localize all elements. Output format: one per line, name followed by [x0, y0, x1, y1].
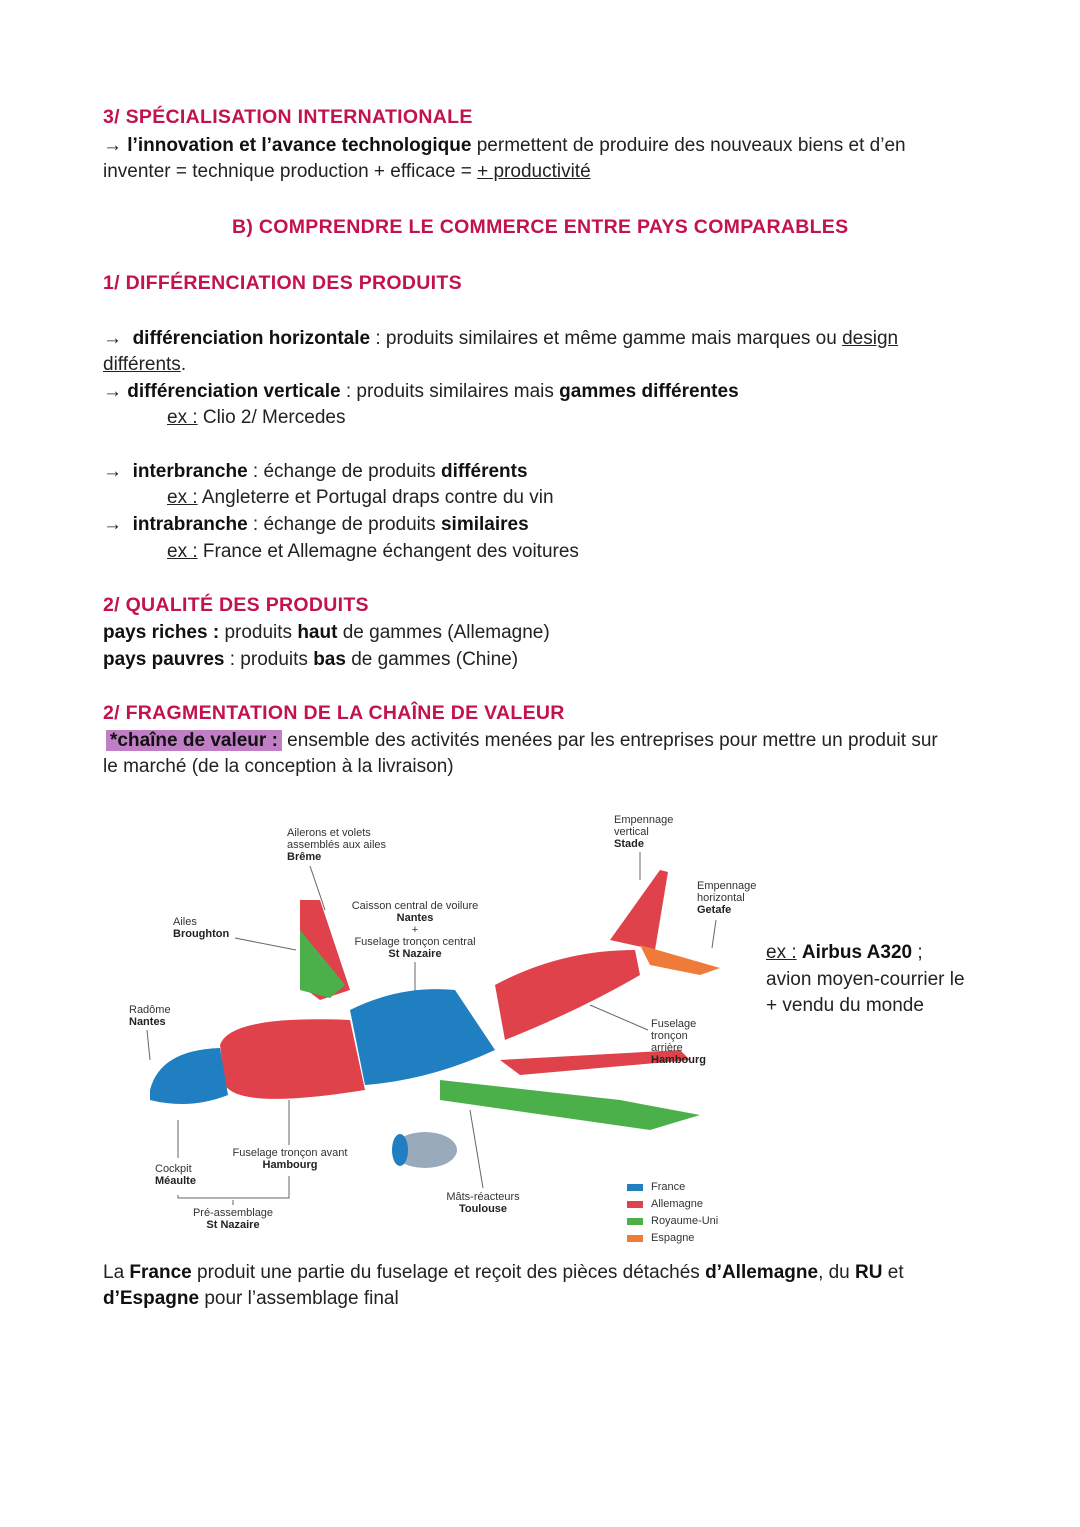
label-place: Stade [614, 838, 644, 850]
label-place: Broughton [173, 928, 230, 940]
label-line: vertical [614, 826, 649, 838]
arrow: → [103, 461, 122, 482]
label-line: + [411, 924, 419, 936]
bold-text: pays riches : [103, 622, 220, 643]
label-caisson-central [335, 900, 495, 960]
label-fuselage-avant [220, 1147, 360, 1171]
arrow: → [103, 135, 122, 156]
legend-swatch [627, 1184, 643, 1191]
ex-label: ex : [167, 407, 198, 428]
label-place: Getafe [697, 904, 732, 916]
label-place: Toulouse [458, 1203, 508, 1215]
fuselage-front [220, 1019, 365, 1099]
legend-item [627, 1214, 718, 1228]
bold-text: Airbus A320 [801, 942, 913, 963]
example-airbus-3: + vendu du monde [766, 995, 924, 1016]
underlined-text: différents [103, 354, 181, 375]
text: permettent de produire des nouveaux biens et d’en [471, 135, 906, 156]
label-radome [129, 1004, 171, 1028]
label-empennage-vertical [614, 814, 673, 850]
text: et [882, 1262, 904, 1283]
fuselage-central [350, 989, 495, 1085]
fuselage-rear [495, 950, 640, 1040]
legend-label: Allemagne [651, 1198, 703, 1210]
engine [392, 1132, 457, 1168]
bold-text: RU [855, 1262, 883, 1283]
bold-text: intrabranche [132, 514, 248, 535]
label-empennage-horizontal [697, 880, 756, 916]
text: : échange de produits [247, 461, 441, 482]
label-line: Fuselage tronçon central [354, 936, 476, 948]
label-line: horizontal [697, 892, 745, 904]
label-place: Nantes [396, 912, 434, 924]
text: produit une partie du fuselage et reçoit des pièces détachés [191, 1262, 706, 1283]
ex-label: ex : [167, 541, 198, 562]
label-line: Ailerons et volets [287, 827, 371, 839]
label-line: Empennage [614, 814, 674, 826]
bold-text: gammes différentes [559, 381, 739, 402]
legend-label: Espagne [651, 1232, 695, 1244]
text: : produits [224, 649, 314, 670]
text: ensemble des activités menées par les entreprises pour mettre un produit sur [281, 730, 938, 751]
label-line: assemblés aux ailes [287, 839, 387, 851]
bold-text: d’Allemagne [705, 1262, 819, 1283]
bold-text: différenciation verticale [127, 381, 341, 402]
label-place: Hambourg [651, 1054, 706, 1066]
text: : échange de produits [247, 514, 441, 535]
text: produits [219, 622, 298, 643]
bold-text: haut [297, 622, 338, 643]
label-line: Caisson central de voilure [351, 900, 479, 912]
label-line: Cockpit [155, 1163, 192, 1175]
text: Clio 2/ Mercedes [197, 407, 346, 428]
example-airbus [766, 940, 923, 966]
bold-text: bas [313, 649, 346, 670]
label-fuselage-arriere [651, 1018, 706, 1066]
text: . [180, 354, 187, 375]
heading-specialisation: 3/ SPÉCIALISATION INTERNATIONALE [103, 106, 473, 128]
bold-text: interbranche [132, 461, 248, 482]
text: France et Allemagne échangent des voitures [197, 541, 579, 562]
legend-swatch [627, 1201, 643, 1208]
underlined-text: design [842, 328, 899, 349]
legend-label: Royaume-Uni [651, 1215, 719, 1227]
label-place: St Nazaire [206, 1219, 260, 1231]
label-line: Pré-assemblage [192, 1207, 274, 1219]
arrow: → [103, 328, 122, 349]
label-cockpit [155, 1163, 196, 1187]
text: : produits similaires et même gamme mais marques ou [370, 328, 843, 349]
legend-item [627, 1197, 703, 1211]
bold-text: l’innovation et l’avance technologique [127, 135, 472, 156]
legend-label: France [651, 1181, 686, 1193]
label-line: arrière [651, 1042, 683, 1054]
example-airbus-2: avion moyen-courrier le [766, 969, 965, 990]
text: , du [818, 1262, 856, 1283]
text: inventer = technique production + efficace = [103, 161, 478, 182]
ex-label: ex : [167, 487, 198, 508]
text: de gammes (Chine) [345, 649, 519, 670]
heading-section-b: B) COMPRENDRE LE COMMERCE ENTRE PAYS COMPARABLES [232, 216, 849, 238]
text: pour l’assemblage final [199, 1288, 399, 1309]
heading-differenciation: 1/ DIFFÉRENCIATION DES PRODUITS [103, 272, 462, 294]
label-line: tronçon [651, 1030, 688, 1042]
bold-text: France [129, 1262, 192, 1283]
label-mats-reacteurs [433, 1191, 533, 1215]
label-line: Radôme [129, 1004, 171, 1016]
text: de gammes (Allemagne) [337, 622, 550, 643]
highlighted-term: *chaîne de valeur : [106, 730, 282, 751]
label-line: Fuselage [651, 1018, 697, 1030]
ex-label: ex : [766, 942, 797, 963]
label-line: Fuselage tronçon avant [232, 1147, 348, 1159]
definition-chaine-valeur-2: le marché (de la conception à la livraison) [103, 756, 454, 777]
bold-text: pays pauvres [103, 649, 225, 670]
bold-text: similaires [440, 514, 529, 535]
heading-fragmentation: 2/ FRAGMENTATION DE LA CHAÎNE DE VALEUR [103, 702, 565, 724]
text: ; [912, 942, 923, 963]
bold-text: différents [440, 461, 528, 482]
legend-item [627, 1180, 685, 1194]
label-place: Nantes [129, 1016, 166, 1028]
text: Angleterre et Portugal draps contre du vin [197, 487, 554, 508]
vertical-tail [610, 870, 668, 950]
label-place: Hambourg [262, 1159, 318, 1171]
legend-item [627, 1231, 694, 1245]
label-line: Mâts-réacteurs [446, 1191, 520, 1203]
cockpit [150, 1048, 228, 1104]
label-place: Méaulte [155, 1175, 196, 1187]
arrow: → [103, 514, 122, 535]
label-ailerons [287, 827, 386, 863]
conclusion-line-1 [103, 1260, 904, 1286]
heading-qualite: 2/ QUALITÉ DES PRODUITS [103, 594, 369, 616]
label-place: Brême [287, 851, 322, 863]
legend-swatch [627, 1235, 643, 1242]
arrow: → [103, 381, 122, 402]
label-place: St Nazaire [388, 948, 442, 960]
text: : produits similaires mais [340, 381, 560, 402]
legend-swatch [627, 1218, 643, 1225]
bold-text: d’Espagne [103, 1288, 200, 1309]
horizontal-tail [640, 945, 720, 975]
bold-text: différenciation horizontale [132, 328, 371, 349]
underlined-text: + productivité [477, 161, 591, 182]
label-line: Empennage [697, 880, 757, 892]
label-line: Ailes [173, 916, 197, 928]
text: La [103, 1262, 130, 1283]
label-pre-assemblage [173, 1207, 293, 1231]
label-ailes [173, 916, 229, 940]
conclusion-line-2 [103, 1286, 399, 1312]
